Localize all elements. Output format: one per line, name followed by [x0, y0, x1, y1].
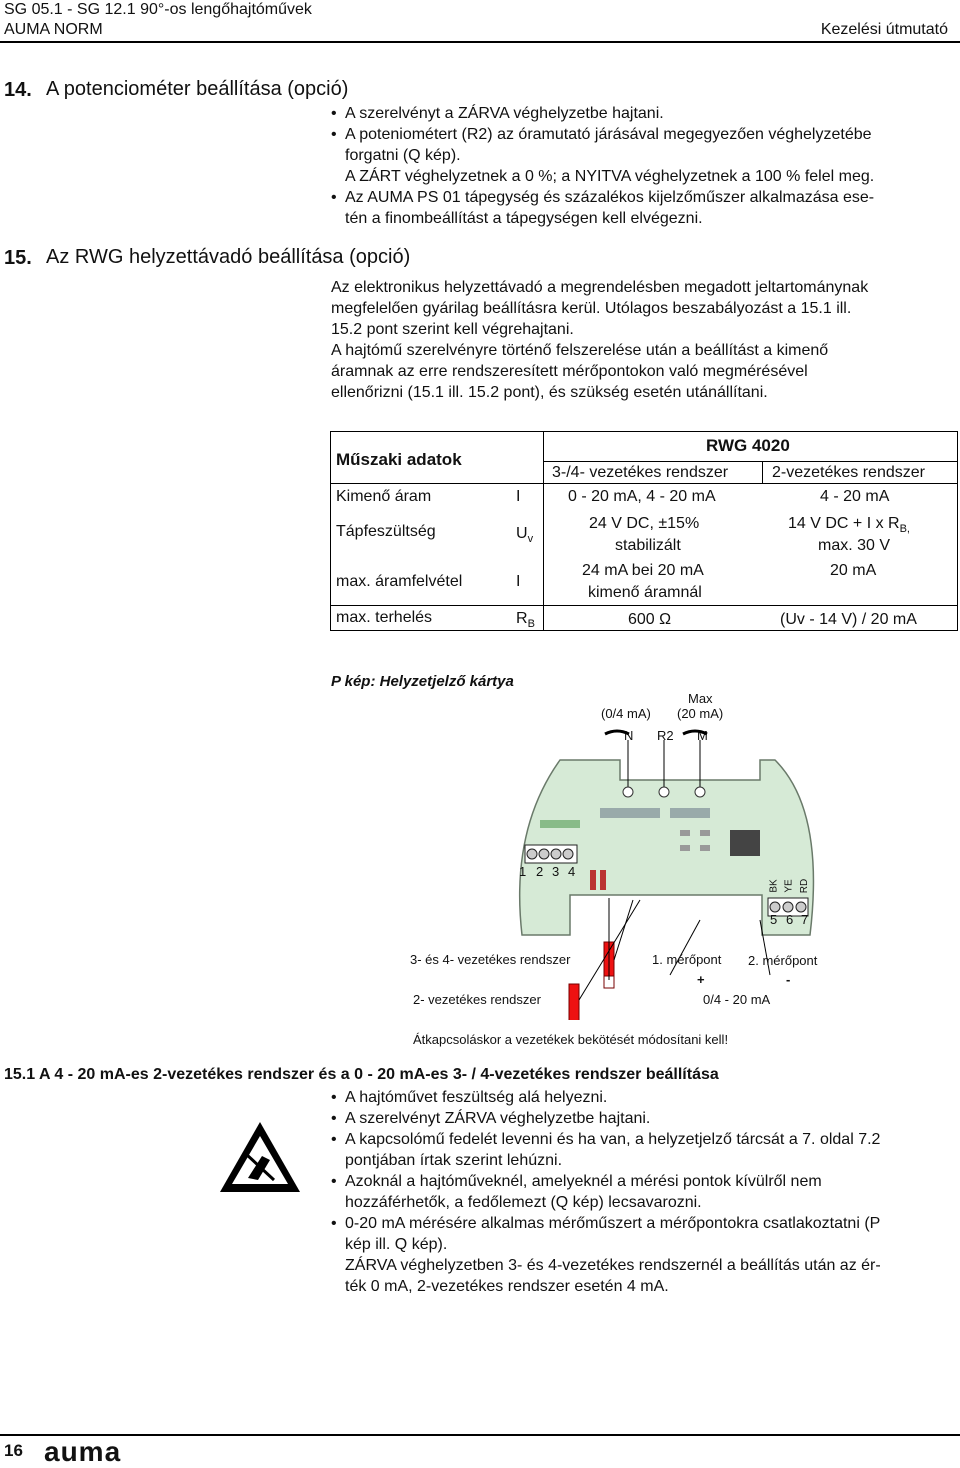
pot-n-range: (0/4 mA): [601, 706, 651, 721]
row-supply-voltage-c1a: 24 V DC, ±15%: [589, 515, 700, 532]
terminal-label-1: 1: [519, 864, 527, 879]
measuring-point-2: 2. mérőpont: [748, 953, 818, 968]
row-current-draw-symbol: I: [516, 573, 521, 590]
row-current-draw-c2: 20 mA: [830, 562, 877, 579]
label-2-wire: 2- vezetékes rendszer: [413, 992, 541, 1007]
row-supply-voltage-c1b: stabilizált: [615, 537, 681, 554]
s14-bullet-2: • A poteniométert (R2) az óramutató járásával megegyezően véghelyzetébe: [331, 126, 872, 143]
s151-bullet-3-cont: pontjában írtak szerint lehúzni.: [345, 1152, 563, 1169]
s14-bullet-2-note: A ZÁRT véghelyzetnek a 0 %; a NYITVA véghelyzetnek a 100 % felel meg.: [345, 168, 875, 185]
s14-bullet-1: • A szerelvényt a ZÁRVA véghelyzetbe hajtani.: [331, 105, 664, 122]
table-col1-head: 3-/4- vezetékes rendszer: [552, 464, 729, 481]
pot-r2-label: R2: [657, 728, 674, 743]
section-15-1-title: 15.1 A 4 - 20 mA-es 2-vezetékes rendszer és a 0 - 20 mA-es 3- / 4-vezetékes rendszer beállítása: [4, 1066, 719, 1083]
esd-warning-icon: [218, 1120, 302, 1194]
terminal-label-3: 3: [552, 864, 560, 879]
wire-ye: YE: [783, 879, 795, 893]
s151-bullet-2: • A szerelvényt ZÁRVA véghelyzetbe hajtani.: [331, 1110, 651, 1127]
s151-bullet-1: • A hajtóművet feszültség alá helyezni.: [331, 1089, 608, 1106]
s151-bullet-4-cont: hozzáférhetők, a fedőlemezt (Q kép) lecsavarozni.: [345, 1194, 702, 1211]
terminal-label-4: 4: [568, 864, 576, 879]
terminal-label-2: 2: [536, 864, 544, 879]
row-max-load-symbol: $R_B$: [516, 610, 535, 631]
row-output-current-c1: 0 - 20 mA, 4 - 20 mA: [568, 488, 716, 505]
terminal-label-7: 7: [801, 912, 809, 927]
s14-bullet-3-cont: tén a finombeállítást a tápegységen kell elvégezni.: [345, 210, 703, 227]
header-title: SG 05.1 - SG 12.1 90°-os lengőhajtóművek: [4, 1, 312, 18]
wire-bk: BK: [768, 879, 780, 893]
s151-bullet-3: • A kapcsolómű fedelét levenni és ha van, a helyzetjelző tárcsát a 7. oldal 7.2: [331, 1131, 881, 1148]
footer-rule: [0, 1434, 960, 1436]
terminal-label-5: 5: [770, 912, 778, 927]
switch-note: Átkapcsoláskor a vezetékek bekötését módosítani kell!: [413, 1032, 729, 1047]
s151-bullet-4: • Azoknál a hajtóműveknél, amelyeknél a mérési pontok kívülről nem: [331, 1173, 822, 1190]
wire-rd: RD: [799, 878, 811, 894]
pot-n-label: N: [624, 728, 634, 743]
pot-m-range: (20 mA): [677, 706, 724, 721]
row-supply-voltage-label: Tápfeszültség: [336, 523, 436, 540]
s151-paragraph-1: ZÁRVA véghelyzetben 3- és 4-vezetékes rendszernél a beállítás után az ér-: [345, 1257, 881, 1274]
header-rule: [0, 41, 960, 43]
row-supply-voltage-c2a: 14 V DC + I x $R_{B,}$: [788, 515, 910, 536]
section-14-number: 14.: [4, 79, 32, 101]
label-3-4-wire: 3- és 4- vezetékes rendszer: [410, 952, 571, 967]
row-max-load-label: max. terhelés: [336, 609, 433, 626]
measuring-range: 0/4 - 20 mA: [703, 992, 771, 1007]
header-subtitle: AUMA NORM: [4, 21, 103, 38]
row-supply-voltage-c2b: max. 30 V: [818, 537, 891, 554]
auma-logo: auma: [44, 1436, 122, 1467]
table-col2-head: 2-vezetékes rendszer: [772, 464, 925, 481]
terminal-label-6: 6: [786, 912, 794, 927]
section-15-title: Az RWG helyzettávadó beállítása (opció): [46, 246, 411, 268]
s15-paragraph: Az elektronikus helyzettávadó a megrendelésben megadott jeltartománynak megfelelően gyárilag beállításra kerül. Utólagos beszabályozást a 15.1 ill. 15.2 pont szerint kell végrehajtani. A hajtómű szerelvényre történő felszerelése után a beállítást a kimenő áramnak az erre rendszeresített mérőpontokon való megmérésével ellenőrizni (15.1 ill. 15.2 pont), és szükség esetén utánállítani.: [331, 279, 869, 401]
figure-caption: P kép: Helyzetjelző kártya: [331, 673, 514, 690]
row-max-load-c1: 600 Ω: [628, 611, 672, 628]
row-supply-voltage-symbol: $U_v$: [516, 525, 534, 546]
row-output-current-c2: 4 - 20 mA: [820, 488, 890, 505]
page-number: 16: [4, 1441, 23, 1460]
row-current-draw-c1a: 24 mA bei 20 mA: [582, 562, 704, 579]
table-head-rwg: RWG 4020: [706, 436, 790, 455]
header-doc-type: Kezelési útmutató: [820, 21, 948, 38]
s151-bullet-5-cont: kép ill. Q kép).: [345, 1236, 448, 1253]
section-14-title: A potenciométer beállítása (opció): [46, 78, 349, 100]
table-head-label: Műszaki adatok: [336, 450, 462, 469]
row-output-current-label: Kimenő áram: [336, 488, 432, 505]
row-current-draw-c1b: kimenő áramnál: [588, 584, 702, 601]
s151-paragraph-2: ték 0 mA, 2-vezetékes rendszer esetén 4 mA.: [345, 1278, 669, 1295]
s14-bullet-2-cont: forgatni (Q kép).: [345, 147, 461, 164]
row-current-draw-label: max. áramfelvétel: [336, 573, 463, 590]
measuring-point-1: 1. mérőpont: [652, 952, 722, 967]
s14-bullet-3: • Az AUMA PS 01 tápegység és százalékos kijelzőműszer alkalmazása ese-: [331, 189, 875, 206]
measuring-plus: +: [697, 972, 705, 987]
row-output-current-symbol: I: [516, 488, 521, 505]
section-15-number: 15.: [4, 247, 32, 269]
measuring-minus: -: [786, 972, 791, 987]
spec-table: [330, 431, 958, 632]
row-max-load-c2: (Uv - 14 V) / 20 mA: [780, 611, 917, 628]
pot-max-label: Max: [688, 691, 713, 706]
pot-m-label: M: [697, 728, 708, 743]
s151-bullet-5: • 0-20 mA mérésére alkalmas mérőműszert a mérőpontokra csatlakoztatni (P: [331, 1215, 881, 1232]
